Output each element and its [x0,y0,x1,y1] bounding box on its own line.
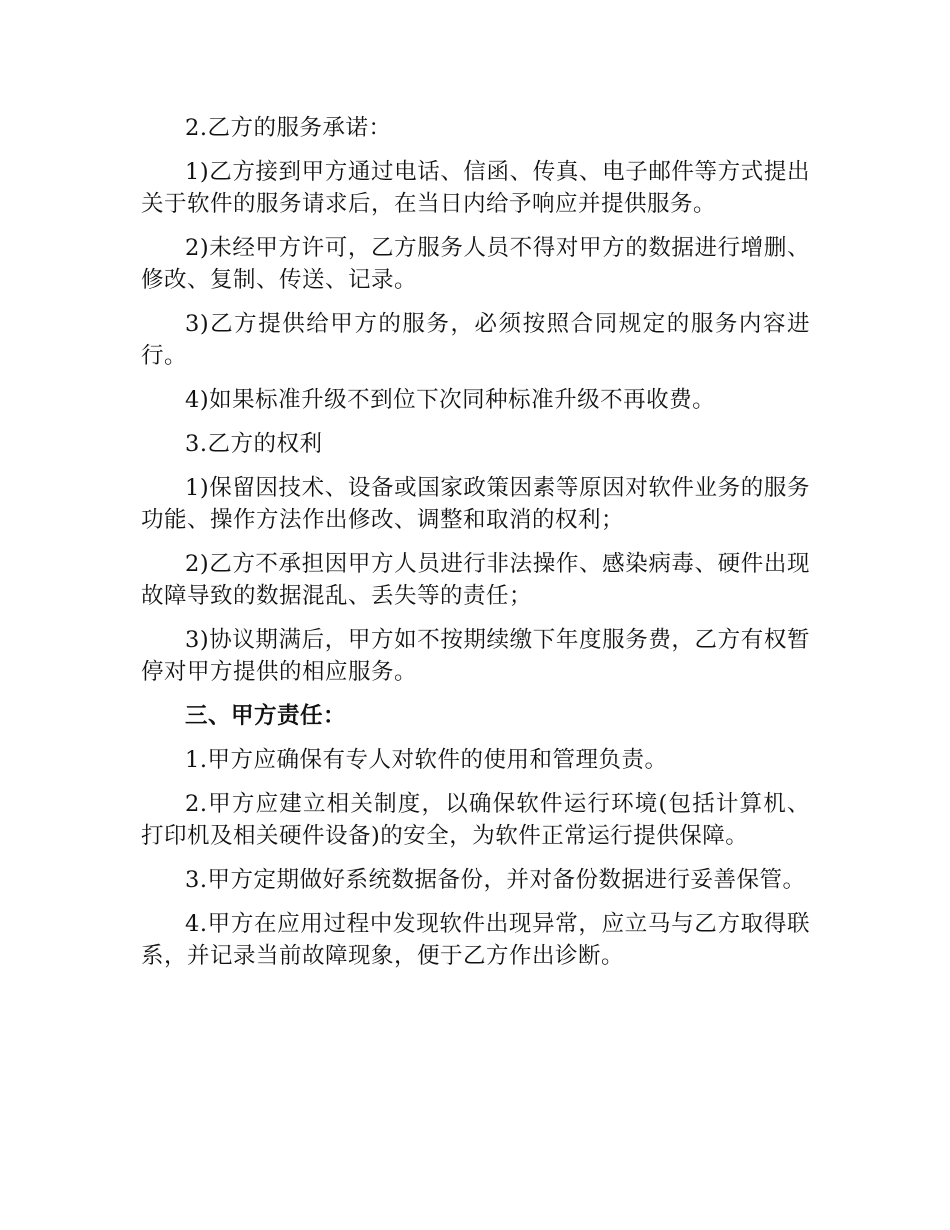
paragraph-rights-heading: 3.乙方的权利 [185,431,323,457]
paragraph-party-a-3: 3.甲方定期做好系统数据备份，并对备份数据进行妥善保管。 [185,867,806,893]
paragraph-commitment-3: 3)乙方提供给甲方的服务，必须按照合同规定的服务内容进行。 [141,311,810,369]
paragraph-commitment-1: 1)乙方接到甲方通过电话、信函、传真、电子邮件等方式提出关于软件的服务请求后，在当日内给予响应并提供服务。 [141,159,810,217]
paragraph-commitment-4: 4)如果标准升级不到位下次同种标准升级不再收费。 [185,387,716,413]
paragraph-party-a-2: 2.甲方应建立相关制度，以确保软件运行环境(包括计算机、打印机及相关硬件设备)的安全，为软件正常运行提供保障。 [141,791,810,849]
paragraph-party-a-1: 1.甲方应确保有专人对软件的使用和管理负责。 [185,747,668,773]
paragraph-rights-2: 2)乙方不承担因甲方人员进行非法操作、感染病毒、硬件出现故障导致的数据混乱、丢失等的责任； [141,551,810,609]
paragraph-service-commitment-heading: 2.乙方的服务承诺： [185,115,392,141]
document-body [141,112,810,972]
section-heading-party-a-responsibility: 三、甲方责任： [185,703,347,729]
paragraph-party-a-4: 4.甲方在应用过程中发现软件出现异常，应立马与乙方取得联系，并记录当前故障现象，便于乙方作出诊断。 [141,911,810,969]
paragraph-rights-3: 3)协议期满后，甲方如不按期续缴下年度服务费，乙方有权暂停对甲方提供的相应服务。 [141,627,810,685]
paragraph-rights-1: 1)保留因技术、设备或国家政策因素等原因对软件业务的服务功能、操作方法作出修改、调整和取消的权利； [141,475,810,533]
paragraph-commitment-2: 2)未经甲方许可，乙方服务人员不得对甲方的数据进行增删、修改、复制、传送、记录。 [141,235,810,293]
